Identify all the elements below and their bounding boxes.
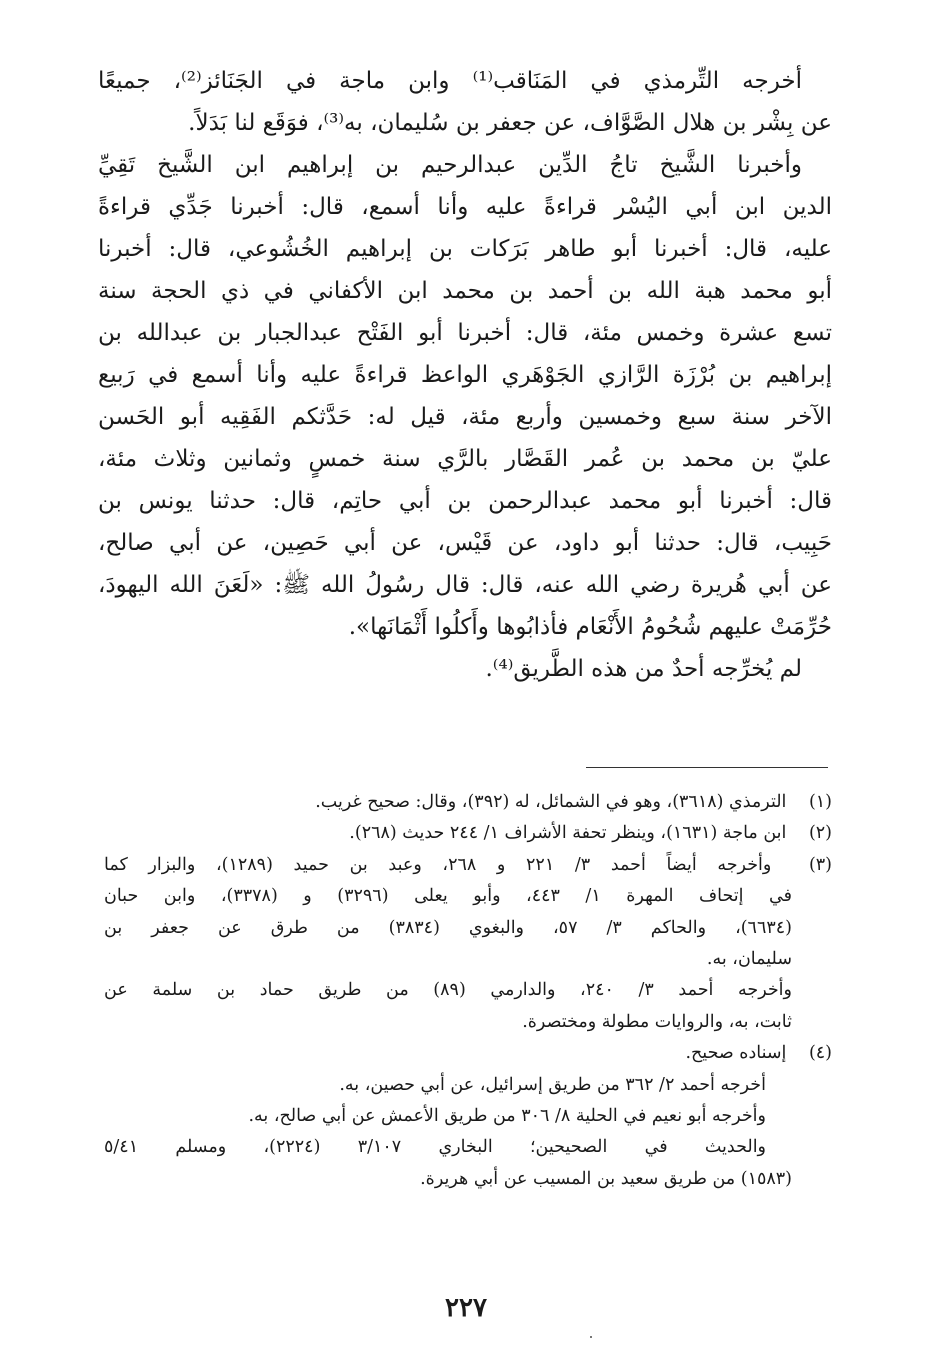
text-line: الآخر سنة سبع وخمسين وأربع مئة، قيل له: حَدَّثكم الفَقِيه أبو الحَسن [98,404,832,430]
footnote-2 [104,818,832,849]
footnote-line: في إتحاف المهرة ١/ ٤٤٣، وأبو يعلى (٣٢٩٦) و (٣٣٧٨)، وابن حبان [104,886,792,907]
footnote-number: (٣) [808,854,832,875]
text-line: عن أبي هُريرة رضي الله عنه، قال: قال رسُولُ الله ﷺ: «لَعَنَ الله اليهودَ، [98,572,832,598]
footnote-text: الترمذي (٣٦١٨)، وهو في الشمائل، له (٣٩٢)، وقال: صحيح غريب. [315,792,787,812]
footnote-separator [586,767,828,768]
text-line: قال: أخبرنا أبو محمد عبدالرحمن بن أبي حاتِم، قال: حدثنا يونس بن [98,488,832,514]
main-text [98,60,832,690]
footnote-line: سليمان، به. [706,948,792,969]
footnote-3 [104,850,832,881]
footnote-line: والحديث في الصحيحين؛ البخاري ٣/١٠٧ (٢٢٢٤)، ومسلم ٥/٤١ [104,1137,767,1158]
text-line: أخرجه التِّرمذي في المَنَاقب⁽¹⁾ وابن ماجة في الجَنَائز⁽²⁾، جميعًا [98,68,802,94]
text-line: عليه، قال: أخبرنا أبو طاهر بَرَكات بن إبراهيم الخُشُوعي، قال: أخبرنا [98,236,832,262]
footnote-text: ابن ماجة (١٦٣١)، وينظر تحفة الأشراف ١/ ٢٤٤ حديث (٢٦٨). [349,823,787,844]
text-line: إبراهيم بن بُرْزَة الرَّازي الجَوْهَري الواعظ قراءةً عليه وأنا أسمع في رَبيع [98,362,832,388]
footnote-line: وأخرجه أحمد ٣/ ٢٤٠، والدارمي (٨٩) من طريق حماد بن سلمة عن [104,980,792,1001]
footnote-line: أخرجه أحمد ٢/ ٣٦٢ من طريق إسرائيل، عن أبي حصين، به. [339,1074,766,1095]
text-line: وأخبرنا الشَّيخ تاجُ الدِّين عبدالرحيم بن إبراهيم ابن الشَّيخ تَقِيِّ [98,152,802,178]
footnote-line: وأخرجه أبو نعيم في الحلية ٨/ ٣٠٦ من طريق الأعمش عن أبي صالح، به. [248,1105,766,1126]
text-line: أبو محمد هبة الله بن أحمد بن محمد ابن الأكفاني في ذي الحجة سنة [98,278,832,304]
footnote-number: (١) [808,792,832,812]
text-line: حُرِّمَتْ عليهم شُحُومُ الأَنْعَام فأذابُوها وأَكلُوا أَثْمَانَها». [348,614,832,640]
text-line: حَبِيب، قال: حدثنا أبو داود، عن قَيْس، عن أبي حَصِين، عن أبي صالح، [98,530,832,556]
text-line: لم يُخرِّجه أحدٌ من هذه الطَّريق⁽⁴⁾. [485,656,802,682]
footnote-text: وأخرجه أيضاً أحمد ٣/ ٢٢١ و ٢٦٨، وعبد بن حميد (١٢٨٩)، والبزار كما [104,854,772,875]
text-line: الدين ابن أبي اليُسْر قراءةً عليه وأنا أسمع، قال: أخبرنا جَدِّي قراءةً [98,194,832,220]
footnote-line: (١٥٨٣) من طريق سعيد بن المسيب عن أبي هريرة. [420,1168,792,1189]
footnote-number: (٢) [808,823,832,844]
scan-speck [590,1336,592,1338]
footnote-line: ثابت، به، والروايات مطولة ومختصرة. [522,1011,792,1032]
footnote-1 [104,787,832,818]
text-line: عن بِشْر بن هلال الصَّوَّاف، عن جعفر بن سُليمان، به⁽³⁾، فوَقَع لنا بَدَلاً. [188,110,832,136]
page-number: ٢٢٧ [445,1293,487,1323]
footnote-text: إسناده صحيح. [685,1043,787,1064]
text-line: عليّ بن محمد بن عُمر القَصَّار بالرَّي سنة خمسٍ وثمانين وثلاث مئة، [98,446,832,472]
text-line: تسع عشرة وخمس مئة، قال: أخبرنا أبو الفَتْح عبدالجبار بن عبدالله بن [98,320,832,346]
footnote-number: (٤) [808,1043,832,1064]
footnote-line: (٦٦٣٤)، والحاكم ٣/ ٥٧، والبغوي (٣٨٣٤) من طرق عن جعفر بن [104,917,792,938]
footnotes [104,787,832,1195]
footnote-4 [104,1038,832,1069]
